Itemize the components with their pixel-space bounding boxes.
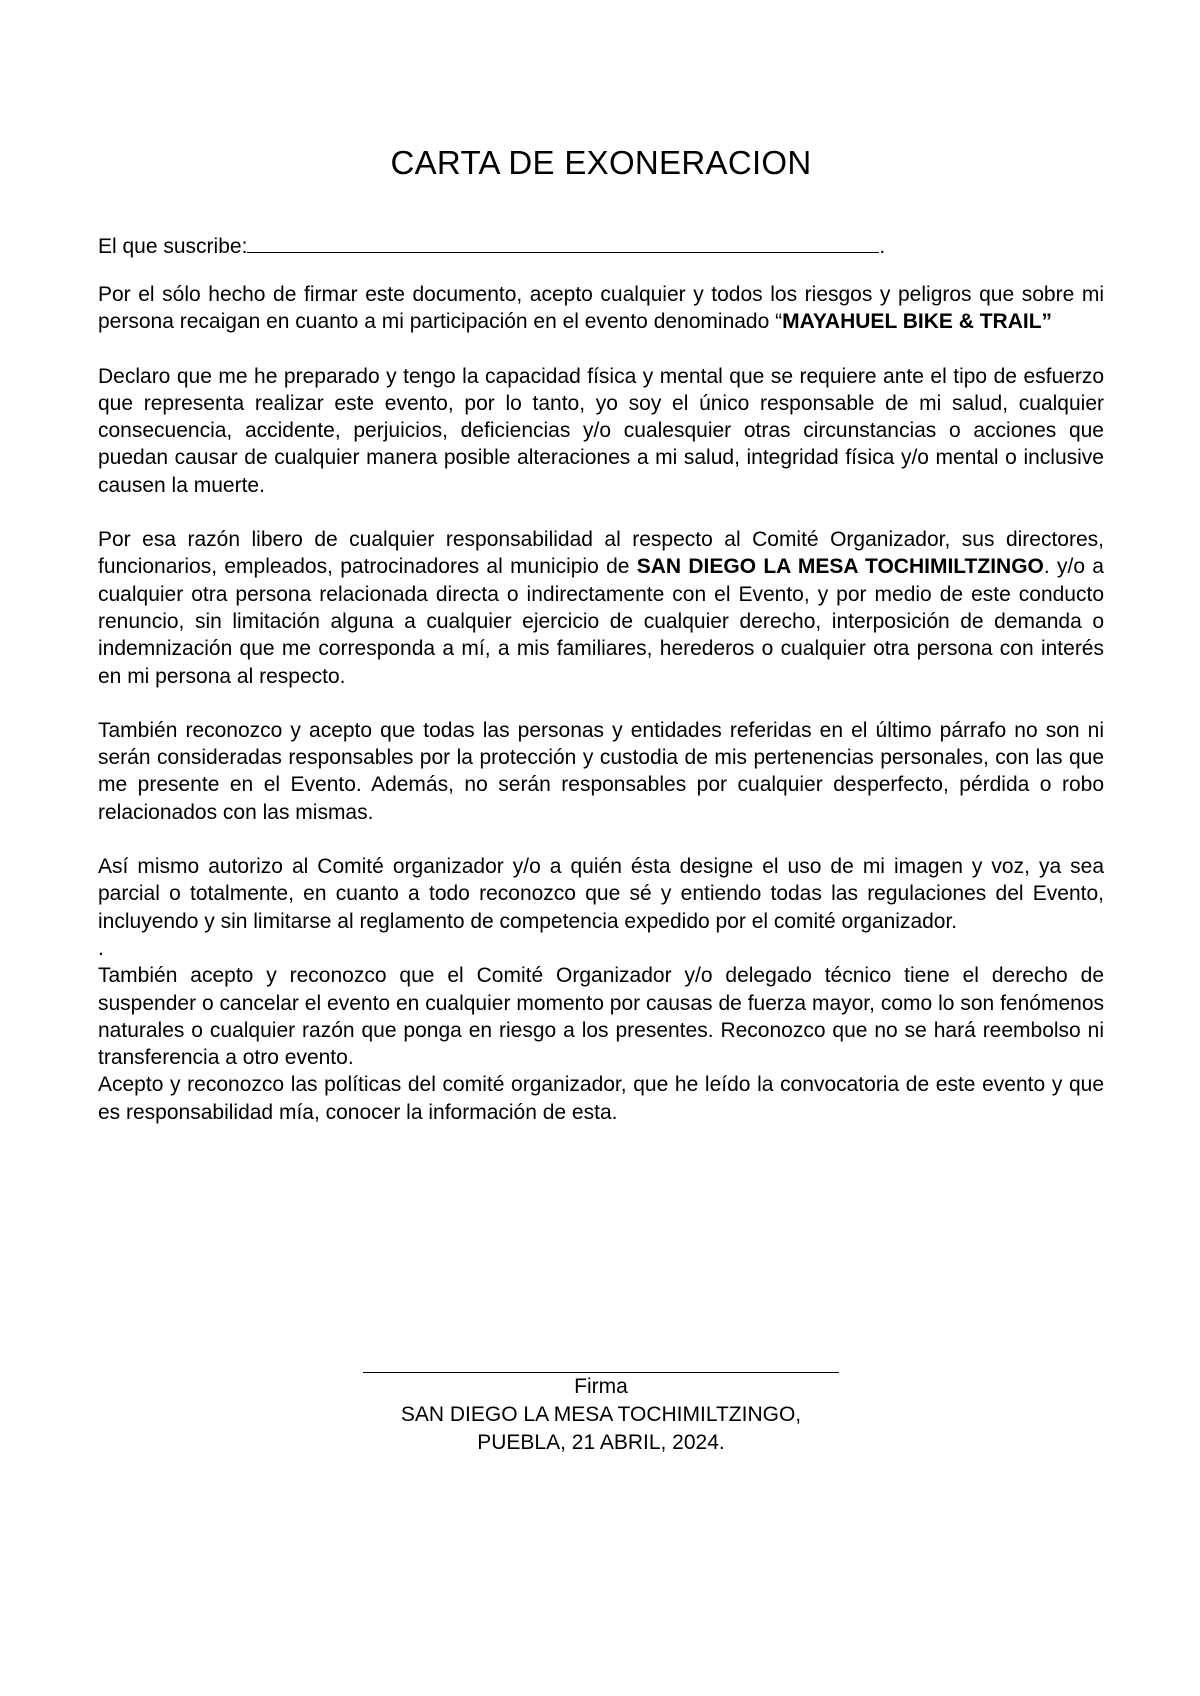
paragraph-declaration: Declaro que me he preparado y tengo la capacidad física y mental que se requiere ante el tipo de esfuerzo que representa realizar este evento, por lo tanto, yo soy el único responsable de mi salud, cualquier consecuencia, accidente, perjuicios, deficiencias y/o cualesquier otras circunstancias o acciones que puedan causar de cualquier manera posible alteraciones a mi salud, integridad física y/o mental o inclusive causen la muerte. [98, 364, 1104, 497]
subscriber-line [98, 232, 885, 261]
paragraph-cancellation: También acepto y reconozco que el Comité Organizador y/o delegado técnico tiene el derecho de suspender o cancelar el evento en cualquier momento por causas de fuerza mayor, como lo son fenómenos naturales o cualquier razón que ponga en riesgo a los presentes. Reconozco que no se hará reembolso ni transferencia a otro evento. [98, 964, 1104, 1070]
signature-block [98, 1345, 1104, 1457]
paragraph-image-rights: Así mismo autorizo al Comité organizador y/o a quién ésta designe el uso de mi imagen y voz, ya sea parcial o totalmente, en cuanto a todo reconozco que sé y entiendo todas las regulaciones del Evento, incluyendo y sin limitarse al reglamento de competencia expedido por el comité organizador. [98, 855, 1104, 933]
paragraph-policies: Acepto y reconozco las políticas del comité organizador, que he leído la convocatoria de este evento y que es responsabilidad mía, conocer la información de esta. [98, 1073, 1104, 1124]
document-title: CARTA DE EXONERACION [390, 144, 812, 181]
document-page [98, 0, 1104, 1696]
paragraph-release-text-b: . y/o a cualquier otra persona relacionada directa o indirectamente con el Evento, y por medio de este conducto renuncio, sin limitación alguna a cualquier ejercicio de cualquier derecho, interposición de demanda o indemnización que me corresponda a mí, a mis familiares, herederos o cualquier otra persona con interés en mi persona al respecto. [98, 555, 1104, 688]
signature-label: Firma [574, 1375, 628, 1398]
document-body [98, 281, 1104, 1126]
signature-date: PUEBLA, 21 ABRIL, 2024. [477, 1431, 725, 1454]
event-name: MAYAHUEL BIKE & TRAIL” [782, 310, 1053, 334]
paragraph-risks [98, 281, 1104, 336]
subscriber-line-end: . [879, 235, 886, 258]
paragraph-stray-dot: . [98, 936, 104, 960]
subscriber-label: El que suscribe: [98, 235, 248, 258]
subscriber-name-blank[interactable] [247, 232, 879, 253]
paragraph-risks-text: Por el sólo hecho de firmar este documento, acepto cualquier y todos los riesgos y peligros que sobre mi persona recaigan en cuanto a mi participación en el evento denominado “ [98, 283, 1104, 334]
paragraph-release-text-a: Por esa razón libero de cualquier responsabilidad al respecto al Comité Organizador, sus directores, funcionarios, empleados, patrocinadores al municipio de [98, 528, 1104, 579]
signature-place: SAN DIEGO LA MESA TOCHIMILTZINGO, [400, 1403, 802, 1426]
municipality-name: SAN DIEGO LA MESA TOCHIMILTZINGO [636, 555, 1044, 579]
signature-line[interactable] [363, 1345, 839, 1373]
paragraph-release [98, 526, 1104, 690]
paragraph-belongings: También reconozco y acepto que todas las personas y entidades referidas en el último párrafo no son ni serán consideradas responsables por la protección y custodia de mis pertenencias personales, con las que me presente en el Evento. Además, no serán responsables por cualquier desperfecto, pérdida o robo relacionados con las mismas. [98, 718, 1104, 824]
